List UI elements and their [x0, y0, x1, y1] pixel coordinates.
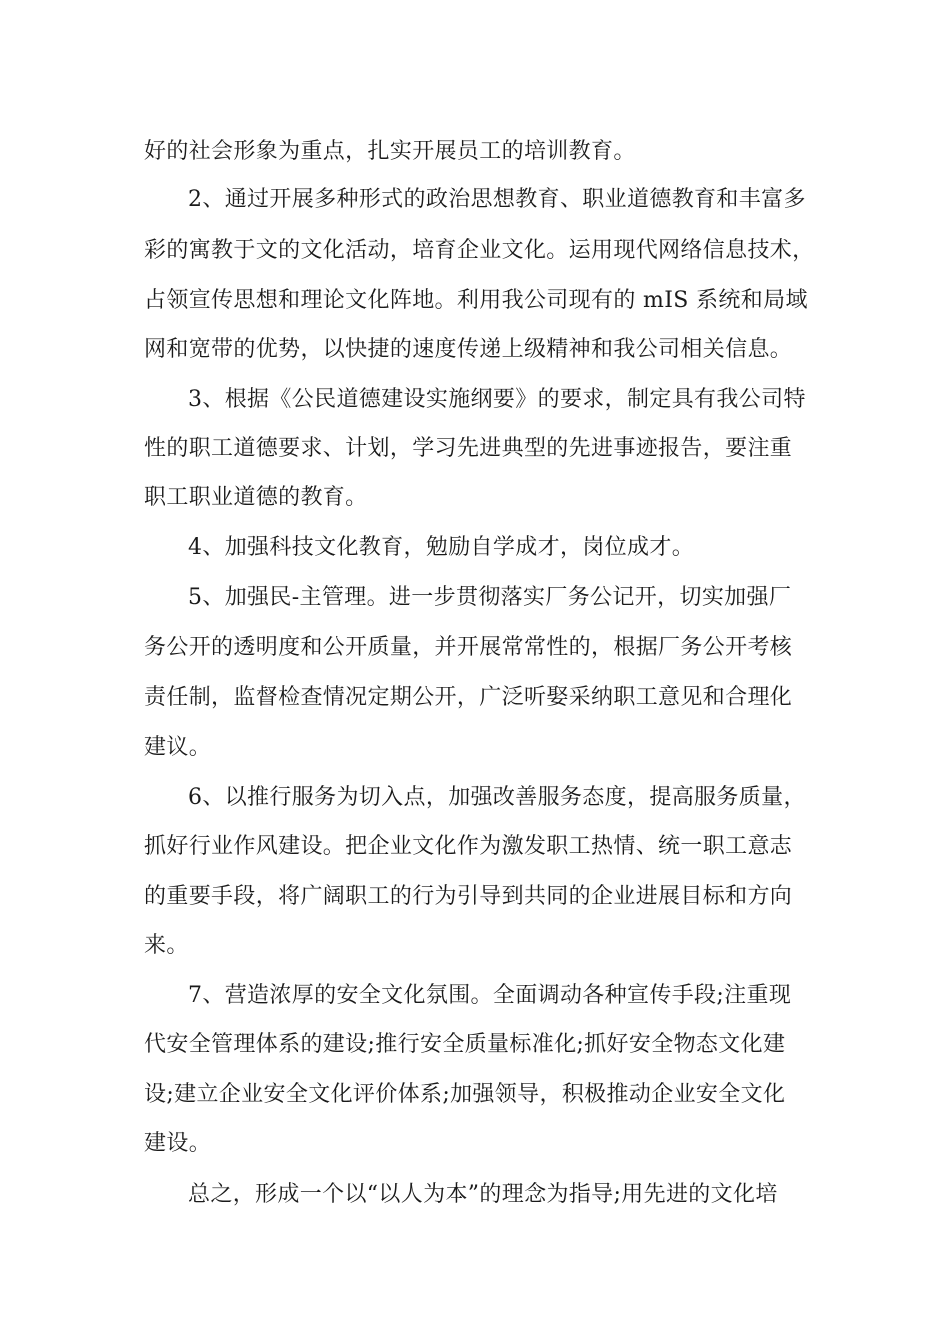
text-line: 抓好行业作风建设。把企业文化作为激发职工热情、统一职工意志 — [144, 834, 793, 859]
text-line: 代安全管理体系的建设;推行安全质量标准化;抓好安全物态文化建 — [144, 1032, 786, 1057]
text-line: 设;建立企业安全文化评价体系;加强领导，积极推动企业安全文化 — [144, 1082, 786, 1107]
text-line: 性的职工道德要求、计划，学习先进典型的先进事迹报告，要注重 — [144, 436, 793, 461]
text-line: 建议。 — [144, 735, 212, 760]
paragraph-6-line: 6、以推行服务为切入点，加强改善服务态度，提高服务质量， — [188, 785, 806, 810]
text-line: 来。 — [144, 933, 189, 958]
text-line: 的重要手段，将广阔职工的行为引导到共同的企业进展目标和方向 — [144, 884, 793, 909]
paragraph-5-line: 5、加强民-主管理。进一步贯彻落实厂务公记开，切实加强厂 — [188, 585, 792, 610]
text-line: 彩的寓教于文的文化活动，培育企业文化。运用现代网络信息技术， — [144, 238, 815, 263]
text-line: 务公开的透明度和公开质量，并开展常常性的，根据厂务公开考核 — [144, 635, 793, 660]
text-line: 建设。 — [144, 1131, 212, 1156]
text-line: 职工职业道德的教育。 — [144, 485, 368, 510]
text-line: 占领宣传思想和理论文化阵地。利用我公司现有的 mIS 系统和局域 — [144, 288, 808, 313]
paragraph-3-line: 3、根据《公民道德建设实施纲要》的要求，制定具有我公司特 — [188, 387, 806, 412]
text-line: 好的社会形象为重点，扎实开展员工的培训教育。 — [144, 139, 636, 164]
paragraph-4-line: 4、加强科技文化教育，勉励自学成才，岗位成才。 — [188, 535, 695, 560]
conclusion-line: 总之，形成一个以“以人为本”的理念为指导;用先进的文化培 — [188, 1182, 778, 1207]
text-line: 网和宽带的优势，以快捷的速度传递上级精神和我公司相关信息。 — [144, 337, 793, 362]
paragraph-2-line: 2、通过开展多种形式的政治思想教育、职业道德教育和丰富多 — [188, 187, 806, 212]
paragraph-7-line: 7、营造浓厚的安全文化氛围。全面调动各种宣传手段;注重现 — [188, 983, 792, 1008]
text-line: 责任制，监督检查情况定期公开，广泛听娶采纳职工意见和合理化 — [144, 685, 793, 710]
